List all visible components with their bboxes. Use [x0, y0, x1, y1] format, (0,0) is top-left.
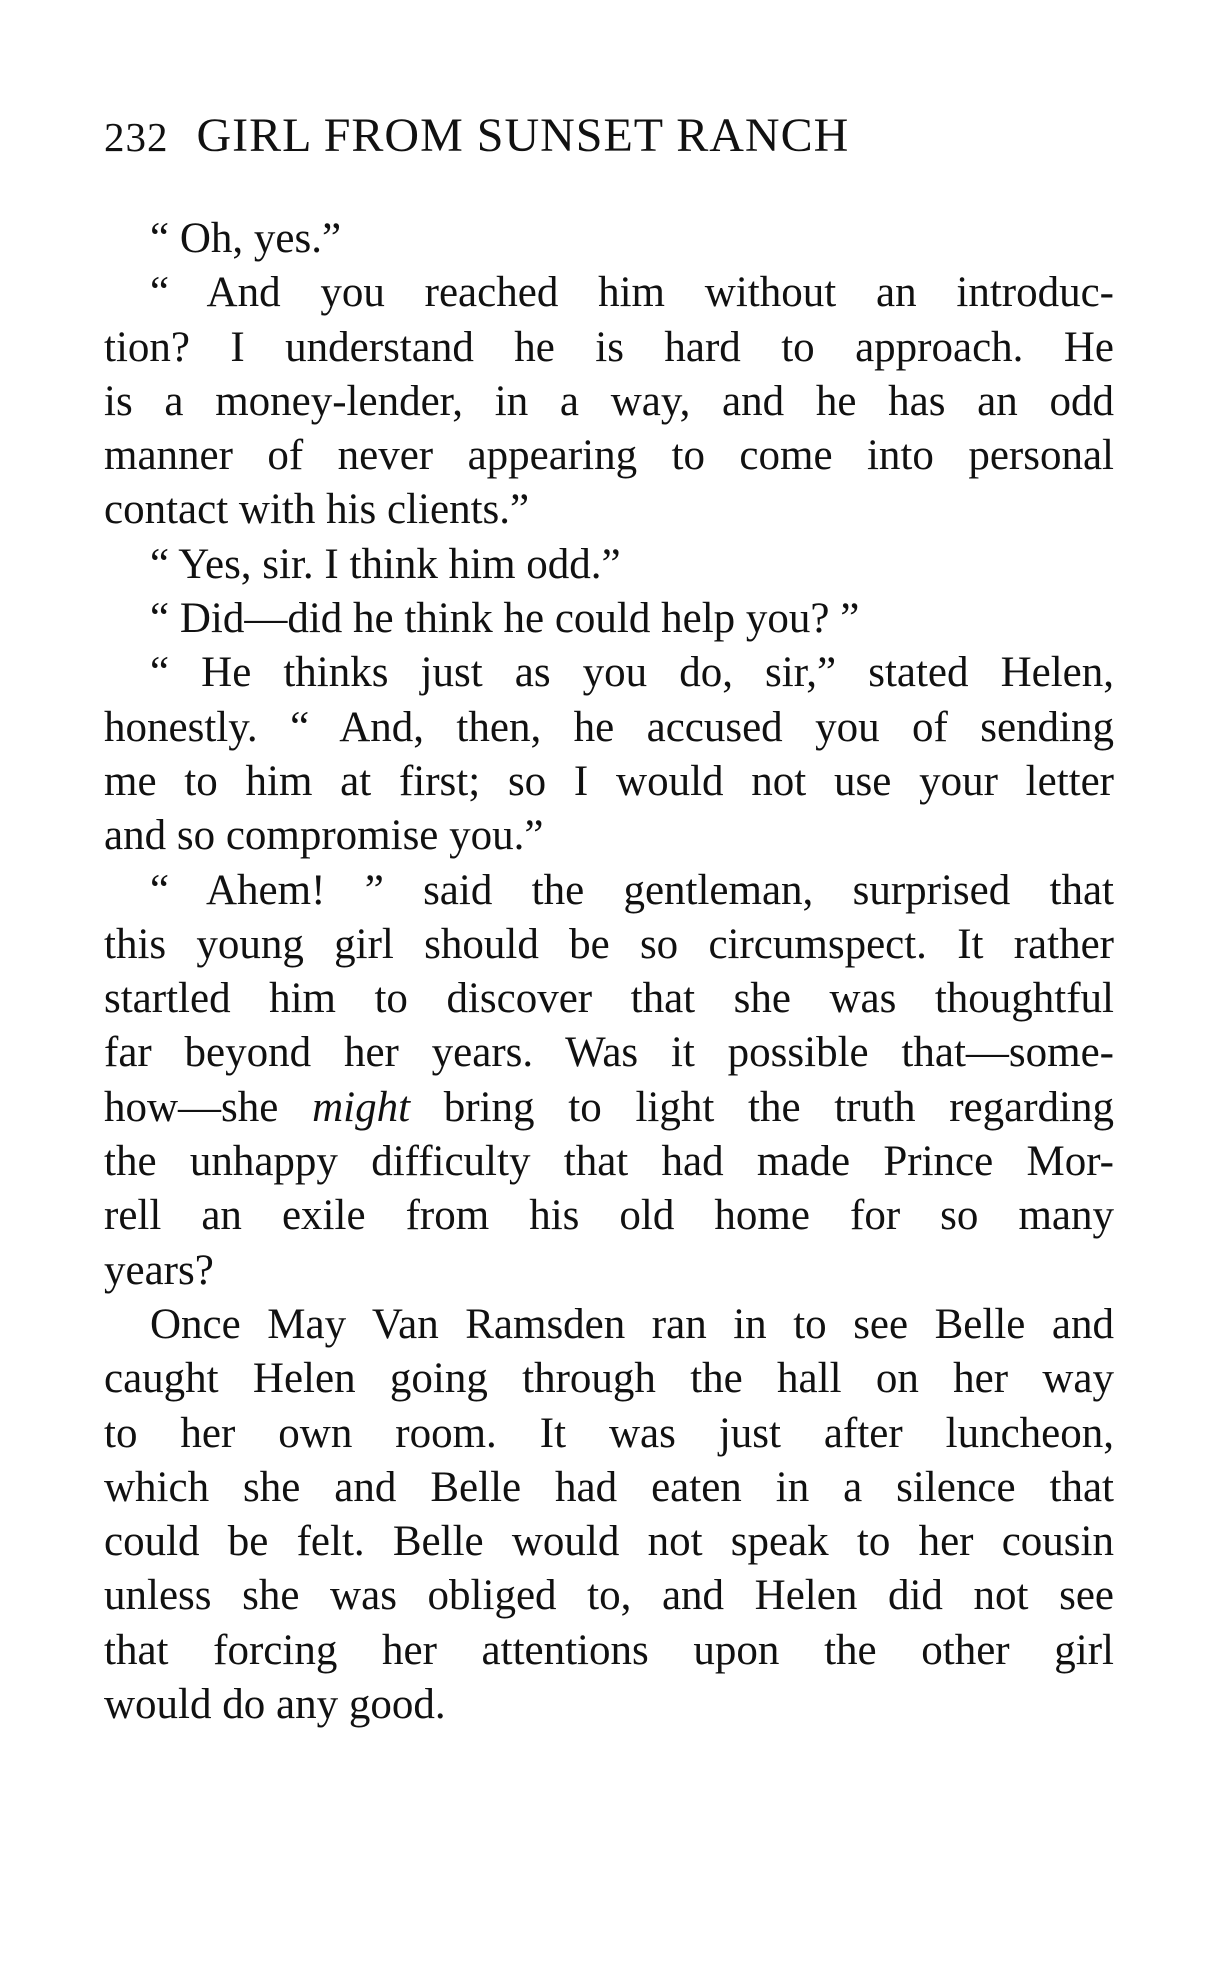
text-line: “ Ahem! ” said the gentleman, surprised that — [150, 866, 1114, 914]
text-line: and so compromise you.” — [104, 812, 544, 860]
text-line: would do any good. — [104, 1681, 446, 1729]
text-line: honestly. “ And, then, he accused you of sending — [104, 703, 1114, 751]
text-line: “ Did—did he think he could help you? ” — [150, 595, 860, 643]
text-line: which she and Belle had eaten in a silence that — [104, 1463, 1114, 1511]
running-title: GIRL FROM SUNSET RANCH — [196, 109, 850, 162]
text-line: caught Helen going through the hall on her way — [104, 1355, 1114, 1403]
text-line: Once May Van Ramsden ran in to see Belle and — [150, 1300, 1114, 1348]
text-line: startled him to discover that she was thoughtful — [104, 975, 1114, 1023]
text-line: tion? I understand he is hard to approach. He — [104, 323, 1114, 371]
text-line: is a money-lender, in a way, and he has an odd — [104, 377, 1114, 425]
text-line: years? — [104, 1246, 214, 1294]
body-text — [104, 212, 1114, 1732]
text-line: “ Oh, yes.” — [150, 215, 342, 262]
line-text-after: bring to light the truth regarding — [410, 1083, 1114, 1131]
text-line: “ He thinks just as you do, sir,” stated Helen, — [150, 649, 1114, 697]
text-line: this young girl should be so circumspect. It rather — [104, 920, 1114, 968]
page-number: 232 — [104, 114, 169, 160]
text-line: unless she was obliged to, and Helen did not see — [104, 1572, 1114, 1620]
text-line: could be felt. Belle would not speak to her cousin — [104, 1518, 1114, 1566]
text-line: far beyond her years. Was it possible that—some- — [104, 1029, 1114, 1077]
text-line: to her own room. It was just after luncheon, — [104, 1409, 1114, 1457]
text-line: “ And you reached him without an introduc- — [150, 269, 1114, 317]
text-line-with-emphasis — [104, 1081, 1114, 1135]
text-line: the unhappy difficulty that had made Prince Mor- — [104, 1138, 1114, 1186]
text-line: “ Yes, sir. I think him odd.” — [150, 540, 621, 588]
running-head — [104, 108, 1114, 178]
text-line: contact with his clients.” — [104, 486, 530, 534]
text-line: that forcing her attentions upon the other girl — [104, 1626, 1114, 1674]
emphasized-word: might — [312, 1083, 411, 1131]
text-line: rell an exile from his old home for so many — [104, 1192, 1114, 1240]
text-line: me to him at first; so I would not use your letter — [104, 757, 1114, 805]
text-line: manner of never appearing to come into personal — [104, 432, 1114, 480]
line-text-before: how—she — [104, 1083, 313, 1131]
